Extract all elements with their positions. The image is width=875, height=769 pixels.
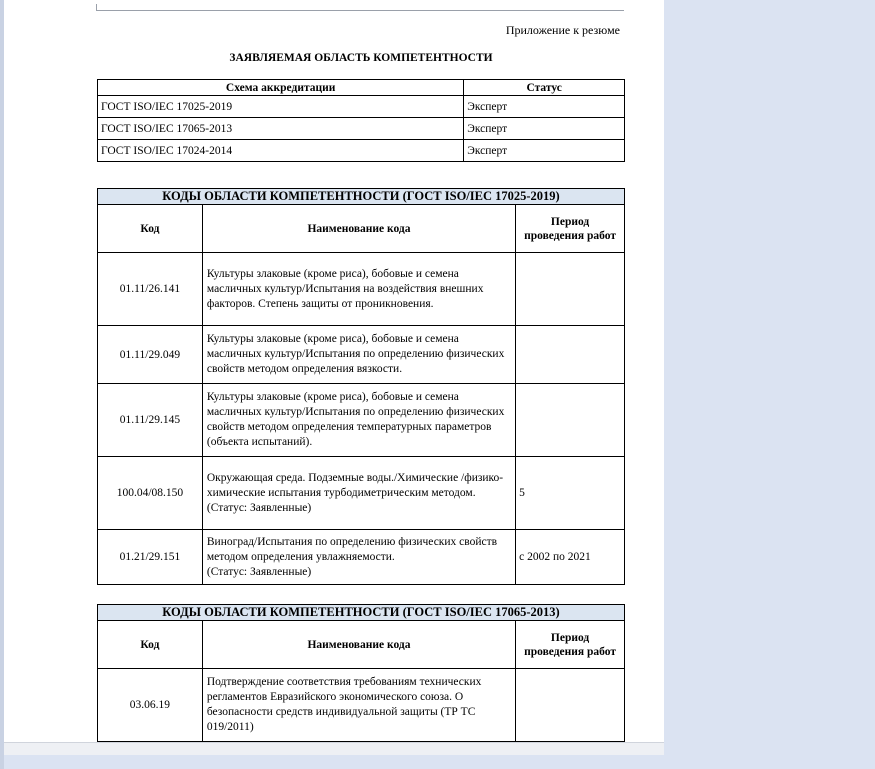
table-row — [98, 253, 625, 326]
status-cell: Эксперт — [464, 118, 625, 140]
column-header-code: Код — [98, 621, 203, 669]
code-name-cell: Культуры злаковые (кроме риса), бобовые и семена масличных культур/Испытания по определению физических свойств методом определения вязкости. — [202, 326, 515, 384]
code-cell: 01.11/29.145 — [98, 384, 203, 457]
column-header-period: Период проведения работ — [516, 621, 625, 669]
column-header-code-name: Наименование кода — [202, 621, 515, 669]
codes-table-17025 — [97, 188, 625, 585]
column-header-code: Код — [98, 205, 203, 253]
scheme-cell: ГОСТ ISO/IEC 17065-2013 — [98, 118, 464, 140]
column-header-code-name: Наименование кода — [202, 205, 515, 253]
code-name-cell: Культуры злаковые (кроме риса), бобовые и семена масличных культур/Испытания по определению физических свойств методом определения температурных параметров (объекта испытаний). — [202, 384, 515, 457]
table-row — [98, 457, 625, 530]
codes-table-17065 — [97, 604, 625, 742]
code-name-text: Виноград/Испытания по определению физических свойств методом определения увлажняемости. — [206, 535, 498, 563]
table-header-row — [98, 205, 625, 253]
section-title-17025: КОДЫ ОБЛАСТИ КОМПЕТЕНТНОСТИ (ГОСТ ISO/IEC 17025-2019) — [98, 189, 625, 205]
table-row — [98, 96, 625, 118]
section-title-17065: КОДЫ ОБЛАСТИ КОМПЕТЕНТНОСТИ (ГОСТ ISO/IEC 17065-2013) — [98, 605, 625, 621]
table-row — [98, 530, 625, 585]
period-cell: с 2002 по 2021 — [516, 530, 625, 585]
header-rule — [96, 10, 624, 11]
code-cell: 01.11/29.049 — [98, 326, 203, 384]
period-cell: 5 — [516, 457, 625, 530]
scheme-cell: ГОСТ ISO/IEC 17025-2019 — [98, 96, 464, 118]
horizontal-scrollbar[interactable] — [4, 742, 664, 755]
code-name-text: Окружающая среда. Подземные воды./Химические /физико-химические испытания турбодиметрическим методом. — [206, 471, 504, 499]
code-cell: 100.04/08.150 — [98, 457, 203, 530]
code-cell: 01.21/29.151 — [98, 530, 203, 585]
header-corner-mark — [96, 4, 101, 11]
table-header-row — [98, 621, 625, 669]
code-status-text: (Статус: Заявленные) — [206, 565, 312, 578]
column-header-period: Период проведения работ — [516, 205, 625, 253]
document-page — [4, 0, 664, 742]
document-title: ЗАЯВЛЯЕМАЯ ОБЛАСТЬ КОМПЕТЕНТНОСТИ — [229, 52, 493, 64]
period-cell — [516, 384, 625, 457]
accreditation-scheme-table — [97, 79, 625, 162]
code-name-cell — [202, 530, 515, 585]
table-row — [98, 326, 625, 384]
code-status-text: (Статус: Заявленные) — [206, 501, 312, 514]
code-cell: 03.06.19 — [98, 669, 203, 742]
period-cell — [516, 326, 625, 384]
scheme-cell: ГОСТ ISO/IEC 17024-2014 — [98, 140, 464, 162]
code-name-cell — [202, 457, 515, 530]
appendix-label: Приложение к резюме — [505, 23, 620, 37]
period-cell — [516, 669, 625, 742]
code-cell: 01.11/26.141 — [98, 253, 203, 326]
status-cell: Эксперт — [464, 140, 625, 162]
table-row — [98, 118, 625, 140]
column-header-scheme: Схема аккредитации — [98, 80, 464, 96]
table-row — [98, 384, 625, 457]
status-cell: Эксперт — [464, 96, 625, 118]
table-row — [98, 669, 625, 742]
period-cell — [516, 253, 625, 326]
table-header-row — [98, 80, 625, 96]
column-header-status: Статус — [464, 80, 625, 96]
table-row — [98, 140, 625, 162]
code-name-cell: Подтверждение соответствия требованиям технических регламентов Евразийского экономического союза. О безопасности средств индивидуальной защиты (ТР ТС 019/2011) — [202, 669, 515, 742]
code-name-cell: Культуры злаковые (кроме риса), бобовые и семена масличных культур/Испытания на воздействия внешних факторов. Степень защиты от проникновения. — [202, 253, 515, 326]
